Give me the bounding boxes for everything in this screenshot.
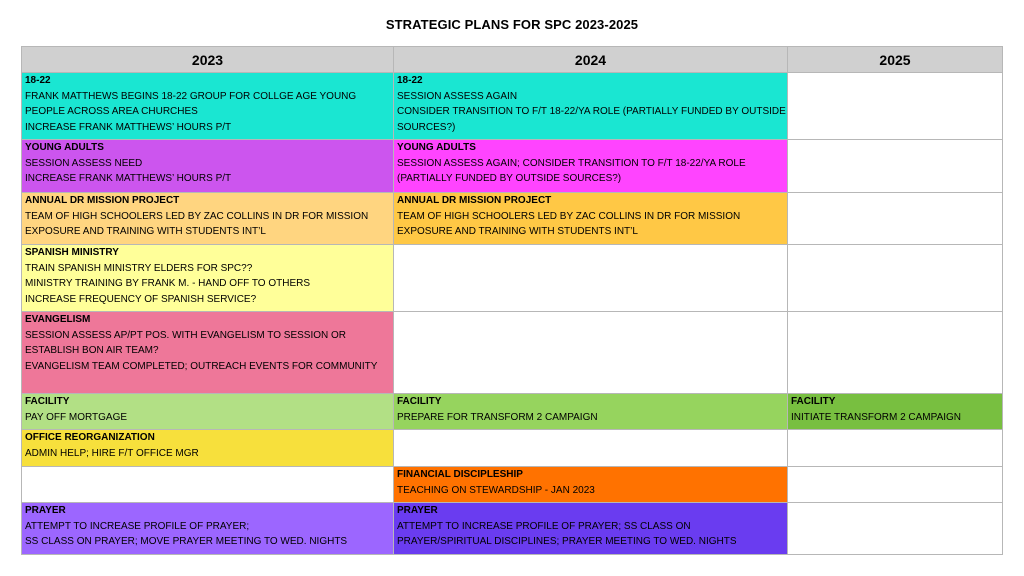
plan-cell-2025 <box>788 503 1003 555</box>
plan-cell-2024 <box>394 430 788 467</box>
cell-title: PRAYER <box>25 505 66 516</box>
page-title: STRATEGIC PLANS FOR SPC 2023-2025 <box>385 17 639 32</box>
plan-cell-2023 <box>22 503 394 555</box>
cell-line: PREPARE FOR TRANSFORM 2 CAMPAIGN <box>397 411 598 423</box>
column-header-2025: 2025 <box>788 47 1003 73</box>
plan-cell-2025 <box>788 467 1003 503</box>
cell-line: SS CLASS ON PRAYER; MOVE PRAYER MEETING TO WED. NIGHTS <box>25 536 348 547</box>
plan-cell-2025 <box>788 73 1003 140</box>
plan-cell-2023 <box>22 193 394 245</box>
cell-line: PAY OFF MORTGAGE <box>25 411 128 423</box>
plan-cell-2024 <box>394 73 788 140</box>
plan-cell-2025 <box>788 193 1003 245</box>
cell-line: TEACHING ON STEWARDSHIP - JAN 2023 <box>397 484 595 496</box>
plan-cell-2024 <box>394 140 788 193</box>
plan-cell-2023 <box>22 430 394 467</box>
cell-line: ADMIN HELP; HIRE F/T OFFICE MGR <box>25 447 199 459</box>
table-row <box>22 312 1003 394</box>
cell-line: SESSION ASSESS AGAIN; CONSIDER TRANSITION TO F/T 18-22/YA ROLE (PARTIALLY FUNDED BY OUTSIDE SOURCES?) <box>397 157 746 184</box>
cell-line: ATTEMPT TO INCREASE PROFILE OF PRAYER; <box>25 520 250 532</box>
table-row <box>22 394 1003 430</box>
table-row <box>22 245 1003 312</box>
plan-cell-2025 <box>788 430 1003 467</box>
plan-cell-2023 <box>22 140 394 193</box>
cell-line: TEAM OF HIGH SCHOOLERS LED BY ZAC COLLINS IN DR FOR MISSION EXPOSURE AND TRAINING WITH STUDENTS INT’L <box>397 210 741 237</box>
cell-line: ATTEMPT TO INCREASE PROFILE OF PRAYER; SS CLASS ON PRAYER/SPIRITUAL DISCIPLINES; PRAYER MEETING TO WED. NIGHTS <box>397 520 737 547</box>
table-row <box>22 430 1003 467</box>
cell-line: SESSION ASSESS NEED <box>25 157 143 169</box>
plan-cell-2024 <box>394 503 788 555</box>
plan-cell-2024 <box>394 193 788 245</box>
plan-cell-2025 <box>788 140 1003 193</box>
plan-cell-2023 <box>22 312 394 394</box>
strategic-plan-table <box>21 46 1003 555</box>
column-header-2023: 2023 <box>22 47 394 73</box>
cell-title: FACILITY <box>397 396 442 407</box>
plan-body <box>22 73 1003 555</box>
plan-cell-2024 <box>394 467 788 503</box>
plan-cell-2023 <box>22 245 394 312</box>
table-row <box>22 193 1003 245</box>
column-header-2024: 2024 <box>394 47 788 73</box>
plan-cell-2025 <box>788 312 1003 394</box>
cell-line: TRAIN SPANISH MINISTRY ELDERS FOR SPC?? <box>25 262 253 274</box>
cell-line: CONSIDER TRANSITION TO F/T 18-22/YA ROLE (PARTIALLY FUNDED BY OUTSIDE SOURCES?) <box>397 106 786 133</box>
plan-cell-2023 <box>22 467 394 503</box>
cell-title: 18-22 <box>25 75 51 86</box>
cell-title: YOUNG ADULTS <box>25 142 104 153</box>
table-row <box>22 140 1003 193</box>
table-row <box>22 73 1003 140</box>
cell-title: SPANISH MINISTRY <box>25 247 119 258</box>
plan-cell-2025 <box>788 394 1003 430</box>
cell-title: EVANGELISM <box>25 314 91 325</box>
cell-title: FINANCIAL DISCIPLESHIP <box>397 469 523 480</box>
plan-cell-2025 <box>788 245 1003 312</box>
cell-line: INCREASE FRANK MATTHEWS’ HOURS P/T <box>25 173 232 184</box>
cell-line: SESSION ASSESS AGAIN <box>397 90 518 102</box>
cell-title: ANNUAL DR MISSION PROJECT <box>397 195 552 206</box>
table-row <box>22 467 1003 503</box>
cell-title: ANNUAL DR MISSION PROJECT <box>25 195 180 206</box>
cell-line: INITIATE TRANSFORM 2 CAMPAIGN <box>791 411 962 423</box>
cell-line: SESSION ASSESS AP/PT POS. WITH EVANGELISM TO SESSION OR ESTABLISH BON AIR TEAM? <box>25 329 347 356</box>
cell-title: YOUNG ADULTS <box>397 142 476 153</box>
cell-line: INCREASE FRANK MATTHEWS’ HOURS P/T <box>25 121 232 133</box>
cell-line: TEAM OF HIGH SCHOOLERS LED BY ZAC COLLINS IN DR FOR MISSION EXPOSURE AND TRAINING WITH STUDENTS INT’L <box>25 210 369 237</box>
plan-cell-2023 <box>22 394 394 430</box>
cell-line: INCREASE FREQUENCY OF SPANISH SERVICE? <box>25 293 257 305</box>
plan-cell-2024 <box>394 394 788 430</box>
cell-title: FACILITY <box>25 396 70 407</box>
cell-line: FRANK MATTHEWS BEGINS 18-22 GROUP FOR COLLGE AGE YOUNG PEOPLE ACROSS AREA CHURCHES <box>25 90 357 117</box>
plan-cell-2023 <box>22 73 394 140</box>
header-row <box>22 47 1003 73</box>
plan-cell-2024 <box>394 312 788 394</box>
plan-cell-2024 <box>394 245 788 312</box>
cell-line: EVANGELISM TEAM COMPLETED; OUTREACH EVENTS FOR COMMUNITY <box>25 360 378 372</box>
cell-title: 18-22 <box>397 75 423 86</box>
cell-title: FACILITY <box>791 396 836 407</box>
table-row <box>22 503 1003 555</box>
cell-title: OFFICE REORGANIZATION <box>25 432 155 443</box>
cell-title: PRAYER <box>397 505 438 516</box>
cell-line: MINISTRY TRAINING BY FRANK M. - HAND OFF TO OTHERS <box>25 278 311 289</box>
